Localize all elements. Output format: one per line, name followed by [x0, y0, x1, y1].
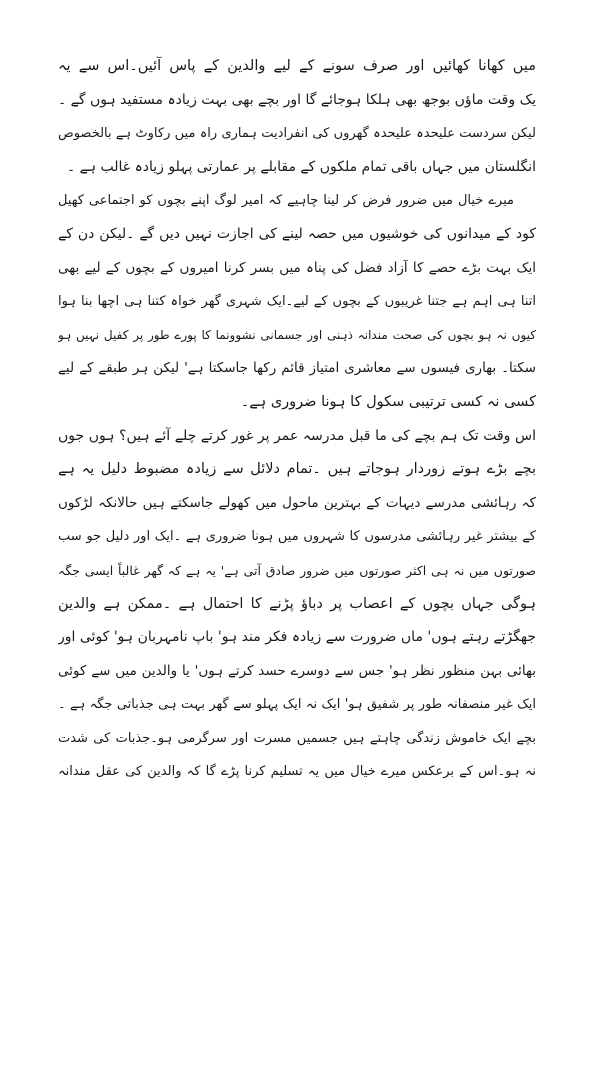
text-line: اس وقت تک ہم بچے کی ما قبل مدرسہ عمر پر غور کرتے چلے آئے ہیں؟ ہوں جوں	[58, 427, 536, 444]
text-line: کسی نہ کسی ترتیبی سکول کا ہونا ضروری ہے۔	[240, 393, 536, 410]
text-line: جھگڑتے رہتے ہوں' ماں ضرورت سے زیادہ فکر مند ہو' باپ نامہربان ہو' کوئی اور	[58, 629, 536, 646]
text-line: کے بیشتر غیر رہائشی مدرسوں کا شہروں میں ہونا ضروری ہے ۔ایک اور دلیل جو سب	[58, 529, 536, 545]
text-line: لیکن سردست علیحدہ علیحدہ گھروں کی انفرادیت ہماری راہ میں رکاوٹ ہے بالخصوص	[58, 126, 536, 142]
paragraph-3	[58, 420, 536, 790]
text-line: صورتوں میں نہ ہی اکثر صورتوں میں ضرور صادق آتی ہے' یہ ہے کہ گھر غالباً ایسی جگہ	[58, 562, 536, 578]
text-line: بچے ایک خاموش زندگی چاہتے ہیں جسمیں مسرت اور سرگرمی ہو۔جذبات کی شدت	[58, 730, 536, 746]
paragraph-1	[58, 50, 536, 184]
text-line: سکتا۔ بھاری فیسوں سے معاشری امتیاز قائم رکھا جاسکتا ہے' لیکن ہر طبقے کے لیے	[58, 360, 536, 377]
text-line: اتنا ہی اہم ہے جتنا غریبوں کے بچوں کے لیے۔ایک شہری گھر خواہ کتنا ہی اچھا بنا ہوا	[58, 294, 536, 310]
text-line: یک وقت ماؤں بوجھ بھی ہلکا ہوجائے گا اور بچے بھی بہت زیادہ مستفید ہوں گے ۔	[58, 91, 536, 108]
text-line: کیوں نہ ہو بچوں کی صحت مندانہ ذہنی اور جسمانی نشوونما کا پورے طور پر کفیل نہیں ہو	[58, 327, 536, 342]
text-line: بھائی بہن منظور نظر ہو' جس سے دوسرے حسد کرتے ہوں' یا والدین میں سے کوئی	[58, 662, 536, 679]
urdu-book-page	[58, 50, 536, 789]
text-line: انگلستان میں جہاں باقی تمام ملکوں کے مقابلے پر عمارتی پہلو زیادہ غالب ہے ۔	[67, 158, 536, 175]
text-line: کہ رہائشی مدرسے دیہات کے بہترین ماحول میں کھولے جاسکتے ہیں حالانکہ لڑکوں	[58, 494, 536, 511]
text-line: ایک غیر منصفانہ طور پر شفیق ہو' ایک نہ ایک پہلو سے گھر بہت ہی جذباتی جگہ ہے ۔	[58, 697, 536, 713]
text-line: ہوگی جہاں بچوں کے اعصاب پر دباؤ پڑنے کا احتمال ہے ۔ممکن ہے والدین	[58, 595, 536, 612]
text-line: ایک بہت بڑے حصے کا آزاد فضل کی پناہ میں بسر کرنا امیروں کے بچوں کے لیے بھی	[58, 259, 536, 276]
text-line: بچے بڑے ہوتے زوردار ہوجاتے ہیں ۔تمام دلائل سے زیادہ مضبوط دلیل یہ ہے	[58, 461, 536, 478]
text-line: کود کے میدانوں کی خوشیوں میں حصہ لینے کی اجازت نہیں دیں گے ۔لیکن دن کے	[58, 225, 536, 242]
paragraph-2	[58, 184, 536, 419]
text-line: میرے خیال میں ضرور فرض کر لینا چاہیے کہ امیر لوگ اپنے بچوں کو اجتماعی کھیل	[58, 193, 514, 209]
text-line: میں کھانا کھائیں اور صرف سونے کے لیے والدین کے پاس آئیں۔اس سے یہ	[58, 58, 536, 74]
text-line: نہ ہو۔اس کے برعکس میرے خیال میں یہ تسلیم کرنا پڑے گا کہ والدین کی عقل مندانہ	[58, 764, 536, 780]
